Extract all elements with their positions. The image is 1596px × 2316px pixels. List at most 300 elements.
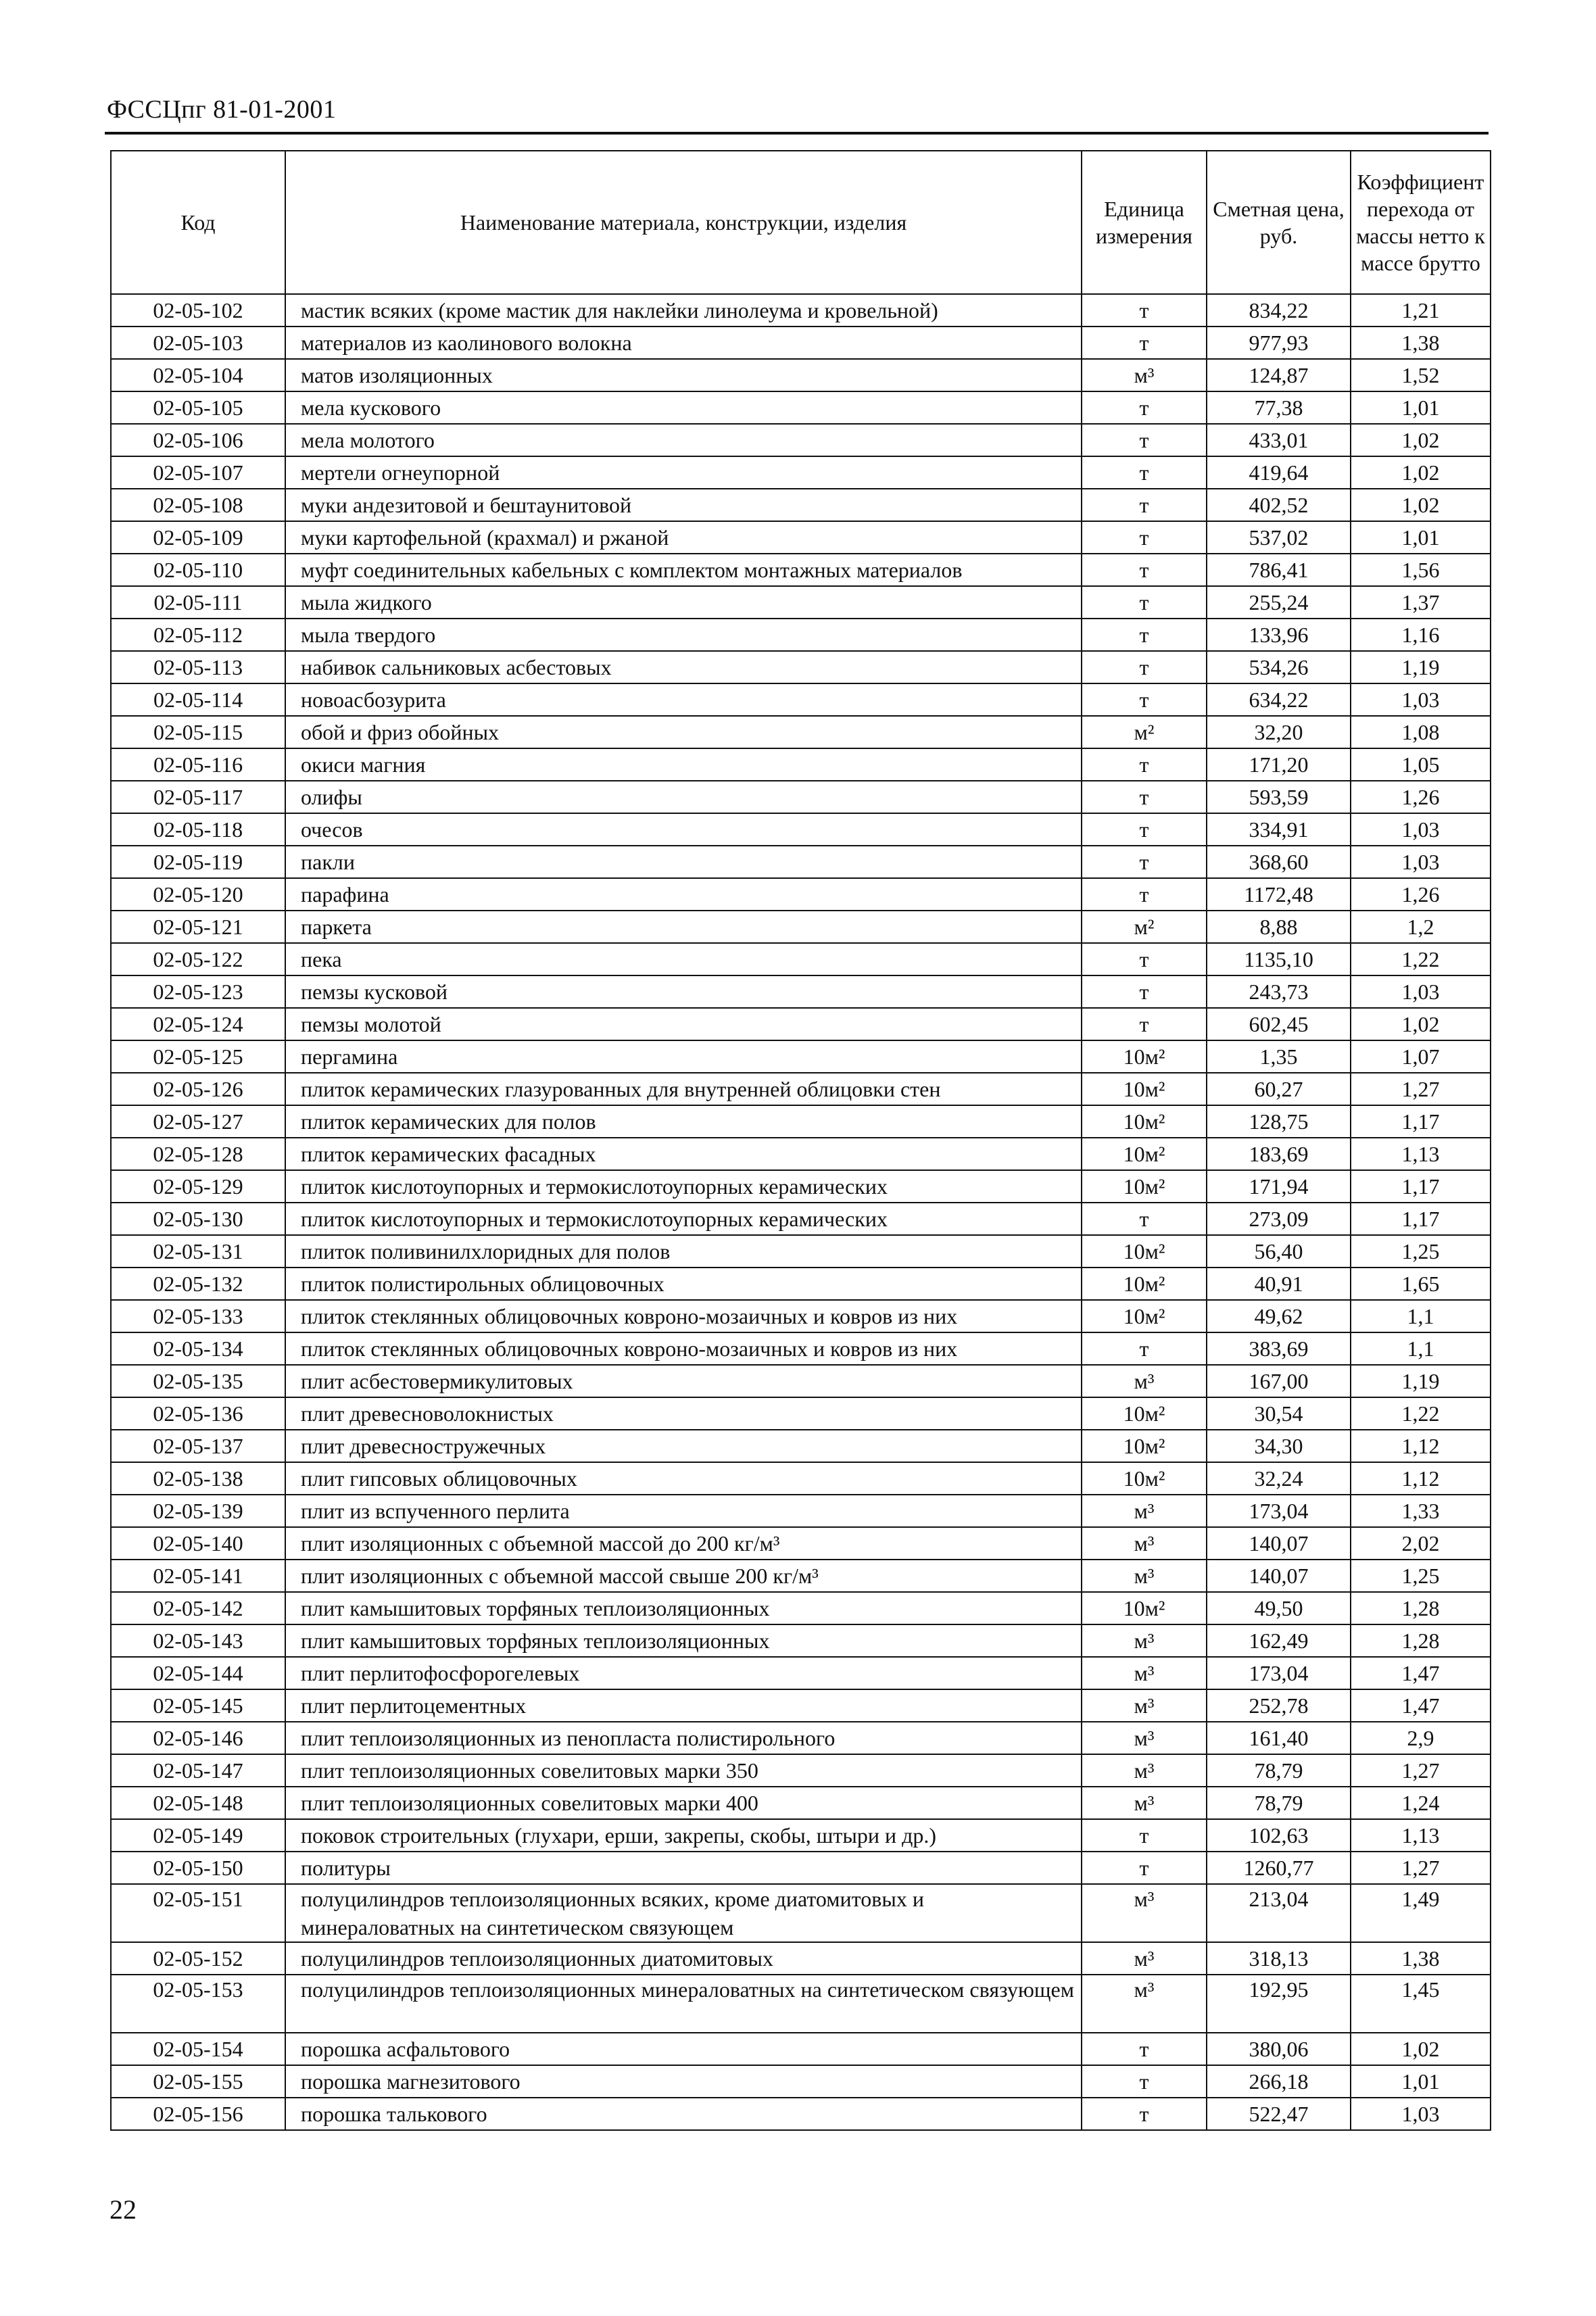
cell-unit: т xyxy=(1082,1332,1207,1365)
cell-code: 02-05-136 xyxy=(111,1397,285,1430)
cell-name: плит теплоизоляционных совелитовых марки 400 xyxy=(285,1787,1082,1819)
cell-price: 368,60 xyxy=(1207,846,1351,878)
cell-unit: 10м² xyxy=(1082,1170,1207,1203)
cell-coef: 1,38 xyxy=(1351,1942,1491,1975)
cell-unit: м³ xyxy=(1082,1657,1207,1689)
cell-code: 02-05-138 xyxy=(111,1462,285,1495)
cell-price: 173,04 xyxy=(1207,1657,1351,1689)
cell-name: плит камышитовых торфяных теплоизоляционных xyxy=(285,1624,1082,1657)
cell-price: 140,07 xyxy=(1207,1560,1351,1592)
cell-unit: т xyxy=(1082,683,1207,716)
cell-unit: т xyxy=(1082,586,1207,619)
column-header-code: Код xyxy=(111,151,285,294)
cell-price: 1172,48 xyxy=(1207,878,1351,911)
column-header-price: Сметная цена, руб. xyxy=(1207,151,1351,294)
table-row xyxy=(111,1430,1491,1462)
cell-name: обой и фриз обойных xyxy=(285,716,1082,748)
cell-code: 02-05-123 xyxy=(111,975,285,1008)
table-row xyxy=(111,1397,1491,1430)
table-header-row xyxy=(111,151,1491,294)
cell-name: мела молотого xyxy=(285,424,1082,456)
cell-name: пека xyxy=(285,943,1082,975)
table-row xyxy=(111,975,1491,1008)
cell-unit: т xyxy=(1082,1008,1207,1040)
cell-coef: 1,22 xyxy=(1351,1397,1491,1430)
cell-name: пакли xyxy=(285,846,1082,878)
cell-price: 124,87 xyxy=(1207,359,1351,391)
cell-name: плиток полистирольных облицовочных xyxy=(285,1268,1082,1300)
cell-name: матов изоляционных xyxy=(285,359,1082,391)
cell-coef: 1,05 xyxy=(1351,748,1491,781)
table-row xyxy=(111,359,1491,391)
cell-name: пергамина xyxy=(285,1040,1082,1073)
cell-unit: м³ xyxy=(1082,1722,1207,1754)
cell-name: плит камышитовых торфяных теплоизоляционных xyxy=(285,1592,1082,1624)
cell-price: 60,27 xyxy=(1207,1073,1351,1105)
table-row xyxy=(111,1008,1491,1040)
cell-price: 402,52 xyxy=(1207,489,1351,521)
cell-coef: 1,02 xyxy=(1351,2033,1491,2065)
table-row xyxy=(111,1592,1491,1624)
cell-name: плиток керамических фасадных xyxy=(285,1138,1082,1170)
cell-name: плиток кислотоупорных и термокислотоупорных керамических xyxy=(285,1203,1082,1235)
table-row xyxy=(111,456,1491,489)
cell-unit: м³ xyxy=(1082,1975,1207,2033)
cell-price: 171,20 xyxy=(1207,748,1351,781)
price-table xyxy=(110,150,1491,2131)
cell-unit: м³ xyxy=(1082,1624,1207,1657)
cell-name: окиси магния xyxy=(285,748,1082,781)
table-row xyxy=(111,1235,1491,1268)
cell-code: 02-05-117 xyxy=(111,781,285,813)
page-number: 22 xyxy=(110,2194,137,2225)
cell-price: 419,64 xyxy=(1207,456,1351,489)
table-row xyxy=(111,489,1491,521)
cell-coef: 1,12 xyxy=(1351,1430,1491,1462)
cell-coef: 1,07 xyxy=(1351,1040,1491,1073)
cell-price: 161,40 xyxy=(1207,1722,1351,1754)
cell-price: 786,41 xyxy=(1207,554,1351,586)
cell-code: 02-05-121 xyxy=(111,911,285,943)
table-row xyxy=(111,943,1491,975)
cell-name: полуцилиндров теплоизоляционных всяких, кроме диатомитовых и минераловатных на синтетическом связующем xyxy=(285,1884,1082,1942)
cell-coef: 1,03 xyxy=(1351,975,1491,1008)
cell-name: порошка талькового xyxy=(285,2098,1082,2130)
cell-price: 1,35 xyxy=(1207,1040,1351,1073)
cell-unit: 10м² xyxy=(1082,1300,1207,1332)
cell-code: 02-05-105 xyxy=(111,391,285,424)
cell-unit: т xyxy=(1082,943,1207,975)
cell-code: 02-05-143 xyxy=(111,1624,285,1657)
table-row xyxy=(111,1942,1491,1975)
table-row xyxy=(111,327,1491,359)
cell-price: 834,22 xyxy=(1207,294,1351,327)
cell-code: 02-05-147 xyxy=(111,1754,285,1787)
cell-price: 173,04 xyxy=(1207,1495,1351,1527)
cell-coef: 1,01 xyxy=(1351,391,1491,424)
cell-coef: 1,1 xyxy=(1351,1300,1491,1332)
cell-code: 02-05-141 xyxy=(111,1560,285,1592)
document-code: ФССЦпг 81-01-2001 xyxy=(107,95,337,124)
table-row xyxy=(111,748,1491,781)
cell-code: 02-05-128 xyxy=(111,1138,285,1170)
cell-price: 433,01 xyxy=(1207,424,1351,456)
table-row xyxy=(111,1040,1491,1073)
cell-coef: 1,2 xyxy=(1351,911,1491,943)
table-row xyxy=(111,2033,1491,2065)
cell-price: 78,79 xyxy=(1207,1787,1351,1819)
cell-unit: м³ xyxy=(1082,1754,1207,1787)
cell-unit: т xyxy=(1082,424,1207,456)
table-row xyxy=(111,424,1491,456)
cell-code: 02-05-129 xyxy=(111,1170,285,1203)
cell-unit: м³ xyxy=(1082,1689,1207,1722)
table-row xyxy=(111,1975,1491,2033)
cell-name: политуры xyxy=(285,1852,1082,1884)
cell-code: 02-05-145 xyxy=(111,1689,285,1722)
cell-coef: 1,08 xyxy=(1351,716,1491,748)
cell-unit: м³ xyxy=(1082,359,1207,391)
cell-name: муки картофельной (крахмал) и ржаной xyxy=(285,521,1082,554)
table-row xyxy=(111,586,1491,619)
cell-coef: 1,03 xyxy=(1351,2098,1491,2130)
cell-code: 02-05-112 xyxy=(111,619,285,651)
cell-price: 140,07 xyxy=(1207,1527,1351,1560)
cell-unit: т xyxy=(1082,846,1207,878)
cell-unit: т xyxy=(1082,651,1207,683)
table-row xyxy=(111,619,1491,651)
cell-code: 02-05-114 xyxy=(111,683,285,716)
cell-code: 02-05-110 xyxy=(111,554,285,586)
table-row xyxy=(111,2065,1491,2098)
cell-coef: 1,28 xyxy=(1351,1624,1491,1657)
cell-unit: т xyxy=(1082,1203,1207,1235)
cell-unit: т xyxy=(1082,2098,1207,2130)
cell-coef: 1,22 xyxy=(1351,943,1491,975)
cell-price: 32,24 xyxy=(1207,1462,1351,1495)
cell-name: мыла жидкого xyxy=(285,586,1082,619)
cell-name: парафина xyxy=(285,878,1082,911)
column-header-coef: Коэффициент перехода от массы нетто к массе брутто xyxy=(1351,151,1491,294)
cell-unit: т xyxy=(1082,489,1207,521)
cell-code: 02-05-156 xyxy=(111,2098,285,2130)
cell-unit: м³ xyxy=(1082,1365,1207,1397)
table-row xyxy=(111,716,1491,748)
cell-unit: 10м² xyxy=(1082,1462,1207,1495)
table-row xyxy=(111,846,1491,878)
table-row xyxy=(111,1787,1491,1819)
cell-code: 02-05-142 xyxy=(111,1592,285,1624)
cell-unit: м² xyxy=(1082,716,1207,748)
cell-unit: т xyxy=(1082,975,1207,1008)
cell-name: плит древесноволокнистых xyxy=(285,1397,1082,1430)
cell-coef: 1,37 xyxy=(1351,586,1491,619)
cell-unit: 10м² xyxy=(1082,1430,1207,1462)
cell-name: порошка асфальтового xyxy=(285,2033,1082,2065)
cell-code: 02-05-144 xyxy=(111,1657,285,1689)
cell-code: 02-05-113 xyxy=(111,651,285,683)
cell-code: 02-05-134 xyxy=(111,1332,285,1365)
cell-price: 183,69 xyxy=(1207,1138,1351,1170)
table-row xyxy=(111,813,1491,846)
cell-unit: т xyxy=(1082,521,1207,554)
cell-price: 252,78 xyxy=(1207,1689,1351,1722)
table-row xyxy=(111,521,1491,554)
table-row xyxy=(111,1495,1491,1527)
cell-code: 02-05-154 xyxy=(111,2033,285,2065)
cell-code: 02-05-130 xyxy=(111,1203,285,1235)
cell-name: пемзы молотой xyxy=(285,1008,1082,1040)
table-row xyxy=(111,1819,1491,1852)
cell-code: 02-05-126 xyxy=(111,1073,285,1105)
cell-price: 977,93 xyxy=(1207,327,1351,359)
cell-code: 02-05-118 xyxy=(111,813,285,846)
cell-price: 56,40 xyxy=(1207,1235,1351,1268)
cell-unit: т xyxy=(1082,2033,1207,2065)
cell-name: плит изоляционных с объемной массой до 200 кг/м³ xyxy=(285,1527,1082,1560)
cell-coef: 1,65 xyxy=(1351,1268,1491,1300)
cell-price: 78,79 xyxy=(1207,1754,1351,1787)
table-row xyxy=(111,391,1491,424)
cell-coef: 1,24 xyxy=(1351,1787,1491,1819)
cell-code: 02-05-127 xyxy=(111,1105,285,1138)
cell-code: 02-05-148 xyxy=(111,1787,285,1819)
cell-price: 318,13 xyxy=(1207,1942,1351,1975)
cell-code: 02-05-140 xyxy=(111,1527,285,1560)
cell-price: 34,30 xyxy=(1207,1430,1351,1462)
column-header-name: Наименование материала, конструкции, изделия xyxy=(285,151,1082,294)
cell-price: 634,22 xyxy=(1207,683,1351,716)
cell-unit: 10м² xyxy=(1082,1138,1207,1170)
table-row xyxy=(111,1203,1491,1235)
cell-name: муфт соединительных кабельных с комплектом монтажных материалов xyxy=(285,554,1082,586)
cell-unit: т xyxy=(1082,1819,1207,1852)
cell-price: 243,73 xyxy=(1207,975,1351,1008)
cell-coef: 1,56 xyxy=(1351,554,1491,586)
cell-name: плиток стеклянных облицовочных ковроно-мозаичных и ковров из них xyxy=(285,1300,1082,1332)
cell-coef: 1,21 xyxy=(1351,294,1491,327)
cell-name: плиток стеклянных облицовочных ковроно-мозаичных и ковров из них xyxy=(285,1332,1082,1365)
cell-code: 02-05-122 xyxy=(111,943,285,975)
table-row xyxy=(111,651,1491,683)
cell-unit: т xyxy=(1082,748,1207,781)
cell-name: плиток керамических глазурованных для внутренней облицовки стен xyxy=(285,1073,1082,1105)
column-header-unit: Единица измерения xyxy=(1082,151,1207,294)
cell-code: 02-05-102 xyxy=(111,294,285,327)
cell-name: олифы xyxy=(285,781,1082,813)
cell-unit: 10м² xyxy=(1082,1105,1207,1138)
cell-coef: 1,38 xyxy=(1351,327,1491,359)
cell-name: полуцилиндров теплоизоляционных минераловатных на синтетическом связующем xyxy=(285,1975,1082,2033)
cell-unit: т xyxy=(1082,2065,1207,2098)
cell-unit: т xyxy=(1082,456,1207,489)
table-row xyxy=(111,1852,1491,1884)
cell-price: 30,54 xyxy=(1207,1397,1351,1430)
cell-unit: т xyxy=(1082,781,1207,813)
cell-unit: 10м² xyxy=(1082,1268,1207,1300)
cell-coef: 2,02 xyxy=(1351,1527,1491,1560)
cell-code: 02-05-111 xyxy=(111,586,285,619)
cell-coef: 1,12 xyxy=(1351,1462,1491,1495)
cell-unit: т xyxy=(1082,554,1207,586)
table-row xyxy=(111,1657,1491,1689)
cell-code: 02-05-104 xyxy=(111,359,285,391)
cell-price: 537,02 xyxy=(1207,521,1351,554)
cell-code: 02-05-108 xyxy=(111,489,285,521)
table-row xyxy=(111,878,1491,911)
cell-unit: м³ xyxy=(1082,1560,1207,1592)
table-row xyxy=(111,2098,1491,2130)
cell-name: плит из вспученного перлита xyxy=(285,1495,1082,1527)
cell-coef: 1,03 xyxy=(1351,683,1491,716)
cell-name: плит перлитофосфорогелевых xyxy=(285,1657,1082,1689)
cell-code: 02-05-116 xyxy=(111,748,285,781)
cell-unit: 10м² xyxy=(1082,1397,1207,1430)
cell-price: 255,24 xyxy=(1207,586,1351,619)
cell-code: 02-05-131 xyxy=(111,1235,285,1268)
cell-coef: 1,17 xyxy=(1351,1170,1491,1203)
cell-unit: 10м² xyxy=(1082,1592,1207,1624)
cell-name: плит изоляционных с объемной массой свыше 200 кг/м³ xyxy=(285,1560,1082,1592)
cell-unit: 10м² xyxy=(1082,1040,1207,1073)
cell-coef: 1,28 xyxy=(1351,1592,1491,1624)
table-row xyxy=(111,1722,1491,1754)
cell-coef: 1,01 xyxy=(1351,2065,1491,2098)
cell-price: 40,91 xyxy=(1207,1268,1351,1300)
cell-coef: 1,02 xyxy=(1351,456,1491,489)
table-row xyxy=(111,1138,1491,1170)
cell-name: паркета xyxy=(285,911,1082,943)
cell-code: 02-05-124 xyxy=(111,1008,285,1040)
cell-price: 602,45 xyxy=(1207,1008,1351,1040)
cell-coef: 1,1 xyxy=(1351,1332,1491,1365)
cell-coef: 1,26 xyxy=(1351,878,1491,911)
cell-price: 266,18 xyxy=(1207,2065,1351,2098)
cell-price: 102,63 xyxy=(1207,1819,1351,1852)
table-row xyxy=(111,911,1491,943)
cell-coef: 1,01 xyxy=(1351,521,1491,554)
cell-price: 77,38 xyxy=(1207,391,1351,424)
cell-unit: м³ xyxy=(1082,1527,1207,1560)
table-row xyxy=(111,1560,1491,1592)
cell-price: 171,94 xyxy=(1207,1170,1351,1203)
cell-code: 02-05-153 xyxy=(111,1975,285,2033)
cell-unit: м² xyxy=(1082,911,1207,943)
table-row xyxy=(111,1754,1491,1787)
cell-name: очесов xyxy=(285,813,1082,846)
cell-coef: 1,13 xyxy=(1351,1819,1491,1852)
cell-code: 02-05-132 xyxy=(111,1268,285,1300)
cell-coef: 1,27 xyxy=(1351,1754,1491,1787)
cell-name: набивок сальниковых асбестовых xyxy=(285,651,1082,683)
table-row xyxy=(111,1300,1491,1332)
table-row xyxy=(111,1268,1491,1300)
cell-unit: м³ xyxy=(1082,1942,1207,1975)
cell-coef: 1,17 xyxy=(1351,1203,1491,1235)
cell-code: 02-05-120 xyxy=(111,878,285,911)
cell-name: мела кускового xyxy=(285,391,1082,424)
cell-price: 380,06 xyxy=(1207,2033,1351,2065)
cell-code: 02-05-107 xyxy=(111,456,285,489)
cell-coef: 1,03 xyxy=(1351,846,1491,878)
cell-price: 49,62 xyxy=(1207,1300,1351,1332)
cell-price: 534,26 xyxy=(1207,651,1351,683)
cell-code: 02-05-103 xyxy=(111,327,285,359)
cell-coef: 1,47 xyxy=(1351,1689,1491,1722)
cell-code: 02-05-135 xyxy=(111,1365,285,1397)
cell-price: 522,47 xyxy=(1207,2098,1351,2130)
cell-price: 162,49 xyxy=(1207,1624,1351,1657)
table-row xyxy=(111,1332,1491,1365)
table-row xyxy=(111,1527,1491,1560)
cell-name: полуцилиндров теплоизоляционных диатомитовых xyxy=(285,1942,1082,1975)
table-row xyxy=(111,1073,1491,1105)
cell-code: 02-05-109 xyxy=(111,521,285,554)
cell-price: 383,69 xyxy=(1207,1332,1351,1365)
cell-coef: 1,27 xyxy=(1351,1852,1491,1884)
cell-name: плиток поливинилхлоридных для полов xyxy=(285,1235,1082,1268)
cell-code: 02-05-137 xyxy=(111,1430,285,1462)
cell-unit: т xyxy=(1082,619,1207,651)
cell-coef: 1,52 xyxy=(1351,359,1491,391)
cell-code: 02-05-106 xyxy=(111,424,285,456)
cell-unit: т xyxy=(1082,327,1207,359)
header-rule xyxy=(105,132,1489,135)
cell-name: новоасбозурита xyxy=(285,683,1082,716)
cell-price: 1260,77 xyxy=(1207,1852,1351,1884)
cell-coef: 1,02 xyxy=(1351,489,1491,521)
cell-price: 128,75 xyxy=(1207,1105,1351,1138)
table-row xyxy=(111,1462,1491,1495)
cell-coef: 1,47 xyxy=(1351,1657,1491,1689)
cell-name: плиток кислотоупорных и термокислотоупорных керамических xyxy=(285,1170,1082,1203)
cell-code: 02-05-125 xyxy=(111,1040,285,1073)
cell-name: плит перлитоцементных xyxy=(285,1689,1082,1722)
cell-price: 167,00 xyxy=(1207,1365,1351,1397)
cell-coef: 1,26 xyxy=(1351,781,1491,813)
cell-unit: 10м² xyxy=(1082,1073,1207,1105)
cell-coef: 1,33 xyxy=(1351,1495,1491,1527)
cell-name: муки андезитовой и бештаунитовой xyxy=(285,489,1082,521)
table-row xyxy=(111,781,1491,813)
cell-price: 334,91 xyxy=(1207,813,1351,846)
cell-code: 02-05-151 xyxy=(111,1884,285,1942)
table-body xyxy=(111,294,1491,2130)
cell-name: мыла твердого xyxy=(285,619,1082,651)
cell-name: плиток керамических для полов xyxy=(285,1105,1082,1138)
cell-coef: 1,25 xyxy=(1351,1560,1491,1592)
table-row xyxy=(111,1884,1491,1942)
cell-unit: т xyxy=(1082,878,1207,911)
cell-unit: 10м² xyxy=(1082,1235,1207,1268)
cell-name: плит древесностружечных xyxy=(285,1430,1082,1462)
cell-unit: т xyxy=(1082,813,1207,846)
cell-code: 02-05-115 xyxy=(111,716,285,748)
cell-price: 192,95 xyxy=(1207,1975,1351,2033)
cell-code: 02-05-150 xyxy=(111,1852,285,1884)
cell-coef: 1,27 xyxy=(1351,1073,1491,1105)
cell-unit: м³ xyxy=(1082,1884,1207,1942)
cell-unit: т xyxy=(1082,294,1207,327)
cell-price: 593,59 xyxy=(1207,781,1351,813)
cell-price: 1135,10 xyxy=(1207,943,1351,975)
cell-name: плит теплоизоляционных из пенопласта полистирольного xyxy=(285,1722,1082,1754)
cell-coef: 1,49 xyxy=(1351,1884,1491,1942)
cell-unit: т xyxy=(1082,1852,1207,1884)
cell-name: поковок строительных (глухари, ерши, закрепы, скобы, штыри и др.) xyxy=(285,1819,1082,1852)
cell-code: 02-05-139 xyxy=(111,1495,285,1527)
table-row xyxy=(111,1170,1491,1203)
